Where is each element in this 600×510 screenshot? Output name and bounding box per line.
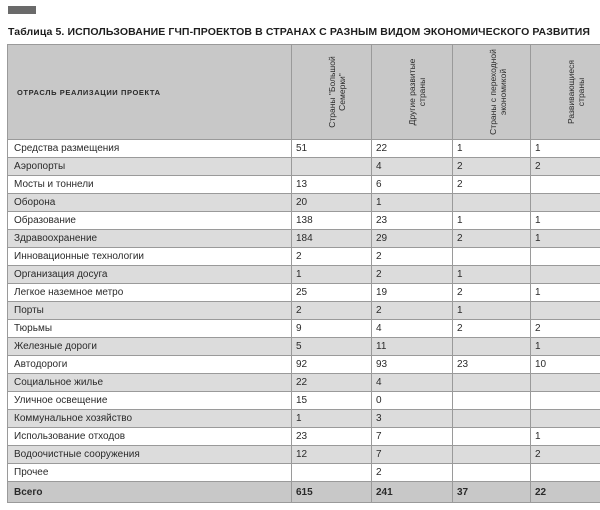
row-g7: 138: [292, 212, 372, 230]
row-other-developed: 7: [372, 428, 453, 446]
row-other-developed: 22: [372, 140, 453, 158]
table-title: Таблица 5. ИСПОЛЬЗОВАНИЕ ГЧП-ПРОЕКТОВ В СТРАНАХ С РАЗНЫМ ВИДОМ ЭКОНОМИЧЕСКОГО РАЗВИТИЯ: [8, 26, 591, 38]
table-row: [8, 302, 600, 320]
row-g7: 20: [292, 194, 372, 212]
row-g7: 184: [292, 230, 372, 248]
row-transition: [453, 374, 531, 392]
table-row: [8, 446, 600, 464]
row-developing: [531, 464, 600, 482]
row-industry: Легкое наземное метро: [8, 284, 292, 302]
table-row: [8, 140, 600, 158]
total-row: [8, 482, 600, 503]
row-developing: 1: [531, 140, 600, 158]
row-other-developed: 11: [372, 338, 453, 356]
row-g7: 51: [292, 140, 372, 158]
row-g7: 1: [292, 410, 372, 428]
total-other-developed: 241: [372, 482, 453, 503]
row-other-developed: 29: [372, 230, 453, 248]
table-row: [8, 230, 600, 248]
row-other-developed: 3: [372, 410, 453, 428]
row-g7: 25: [292, 284, 372, 302]
row-industry: Социальное жилье: [8, 374, 292, 392]
row-transition: 23: [453, 356, 531, 374]
section-tag: [8, 6, 36, 14]
header-transition: Страны с переходной экономикой: [453, 45, 531, 140]
row-other-developed: 1: [372, 194, 453, 212]
row-g7: 1: [292, 266, 372, 284]
row-industry: Образование: [8, 212, 292, 230]
table-row: [8, 374, 600, 392]
row-transition: 1: [453, 266, 531, 284]
row-g7: 15: [292, 392, 372, 410]
row-developing: 1: [531, 338, 600, 356]
row-industry: Железные дороги: [8, 338, 292, 356]
table-row: [8, 428, 600, 446]
row-transition: 1: [453, 212, 531, 230]
row-developing: [531, 410, 600, 428]
row-developing: 10: [531, 356, 600, 374]
table-row: [8, 176, 600, 194]
row-g7: 13: [292, 176, 372, 194]
row-other-developed: 4: [372, 374, 453, 392]
row-other-developed: 4: [372, 158, 453, 176]
row-developing: [531, 176, 600, 194]
row-transition: 2: [453, 176, 531, 194]
row-industry: Здравоохранение: [8, 230, 292, 248]
row-other-developed: 7: [372, 446, 453, 464]
data-table: [7, 44, 600, 503]
row-industry: Уличное освещение: [8, 392, 292, 410]
row-other-developed: 4: [372, 320, 453, 338]
row-developing: [531, 302, 600, 320]
total-developing: 22: [531, 482, 600, 503]
row-industry: Тюрьмы: [8, 320, 292, 338]
row-other-developed: 19: [372, 284, 453, 302]
row-transition: 2: [453, 320, 531, 338]
row-developing: [531, 392, 600, 410]
row-developing: 1: [531, 284, 600, 302]
row-other-developed: 0: [372, 392, 453, 410]
row-transition: 2: [453, 284, 531, 302]
table-row: [8, 194, 600, 212]
row-transition: [453, 392, 531, 410]
row-g7: 2: [292, 248, 372, 266]
row-transition: 2: [453, 230, 531, 248]
row-transition: [453, 194, 531, 212]
row-other-developed: 2: [372, 266, 453, 284]
row-other-developed: 6: [372, 176, 453, 194]
row-transition: [453, 410, 531, 428]
header-row: [8, 45, 600, 140]
row-industry: Коммунальное хозяйство: [8, 410, 292, 428]
row-developing: [531, 248, 600, 266]
row-other-developed: 2: [372, 464, 453, 482]
row-transition: [453, 464, 531, 482]
row-industry: Средства размещения: [8, 140, 292, 158]
header-developing: Развивающиеся страны: [531, 45, 600, 140]
row-developing: 2: [531, 158, 600, 176]
row-transition: [453, 248, 531, 266]
row-industry: Аэропорты: [8, 158, 292, 176]
total-g7: 615: [292, 482, 372, 503]
table-row: [8, 212, 600, 230]
row-developing: 2: [531, 320, 600, 338]
row-transition: [453, 338, 531, 356]
row-other-developed: 2: [372, 302, 453, 320]
total-transition: 37: [453, 482, 531, 503]
row-g7: 23: [292, 428, 372, 446]
table-row: [8, 320, 600, 338]
table-row: [8, 158, 600, 176]
row-g7: [292, 464, 372, 482]
header-g7: Страны "Большой Семерки": [292, 45, 372, 140]
row-industry: Водоочистные сооружения: [8, 446, 292, 464]
row-developing: 2: [531, 446, 600, 464]
row-g7: 2: [292, 302, 372, 320]
row-other-developed: 93: [372, 356, 453, 374]
row-transition: 1: [453, 302, 531, 320]
row-g7: [292, 158, 372, 176]
row-industry: Автодороги: [8, 356, 292, 374]
row-developing: [531, 374, 600, 392]
table-row: [8, 356, 600, 374]
row-industry: Использование отходов: [8, 428, 292, 446]
row-developing: 1: [531, 212, 600, 230]
row-industry: Прочее: [8, 464, 292, 482]
row-transition: [453, 428, 531, 446]
row-transition: [453, 446, 531, 464]
total-industry: Всего: [8, 482, 292, 503]
table-row: [8, 410, 600, 428]
row-g7: 12: [292, 446, 372, 464]
row-other-developed: 2: [372, 248, 453, 266]
row-transition: 2: [453, 158, 531, 176]
row-industry: Порты: [8, 302, 292, 320]
table-row: [8, 392, 600, 410]
row-industry: Мосты и тоннели: [8, 176, 292, 194]
table-row: [8, 266, 600, 284]
row-g7: 22: [292, 374, 372, 392]
row-developing: 1: [531, 230, 600, 248]
row-developing: 1: [531, 428, 600, 446]
row-industry: Инновационные технологии: [8, 248, 292, 266]
row-industry: Организация досуга: [8, 266, 292, 284]
row-industry: Оборона: [8, 194, 292, 212]
table-row: [8, 284, 600, 302]
row-g7: 5: [292, 338, 372, 356]
header-industry: ОТРАСЛЬ РЕАЛИЗАЦИИ ПРОЕКТА: [8, 45, 292, 140]
row-g7: 9: [292, 320, 372, 338]
table-row: [8, 338, 600, 356]
row-developing: [531, 194, 600, 212]
row-transition: 1: [453, 140, 531, 158]
row-g7: 92: [292, 356, 372, 374]
header-other-developed: Другие развитые страны: [372, 45, 453, 140]
table-body: [8, 140, 600, 503]
row-developing: [531, 266, 600, 284]
table-row: [8, 464, 600, 482]
table-row: [8, 248, 600, 266]
row-other-developed: 23: [372, 212, 453, 230]
